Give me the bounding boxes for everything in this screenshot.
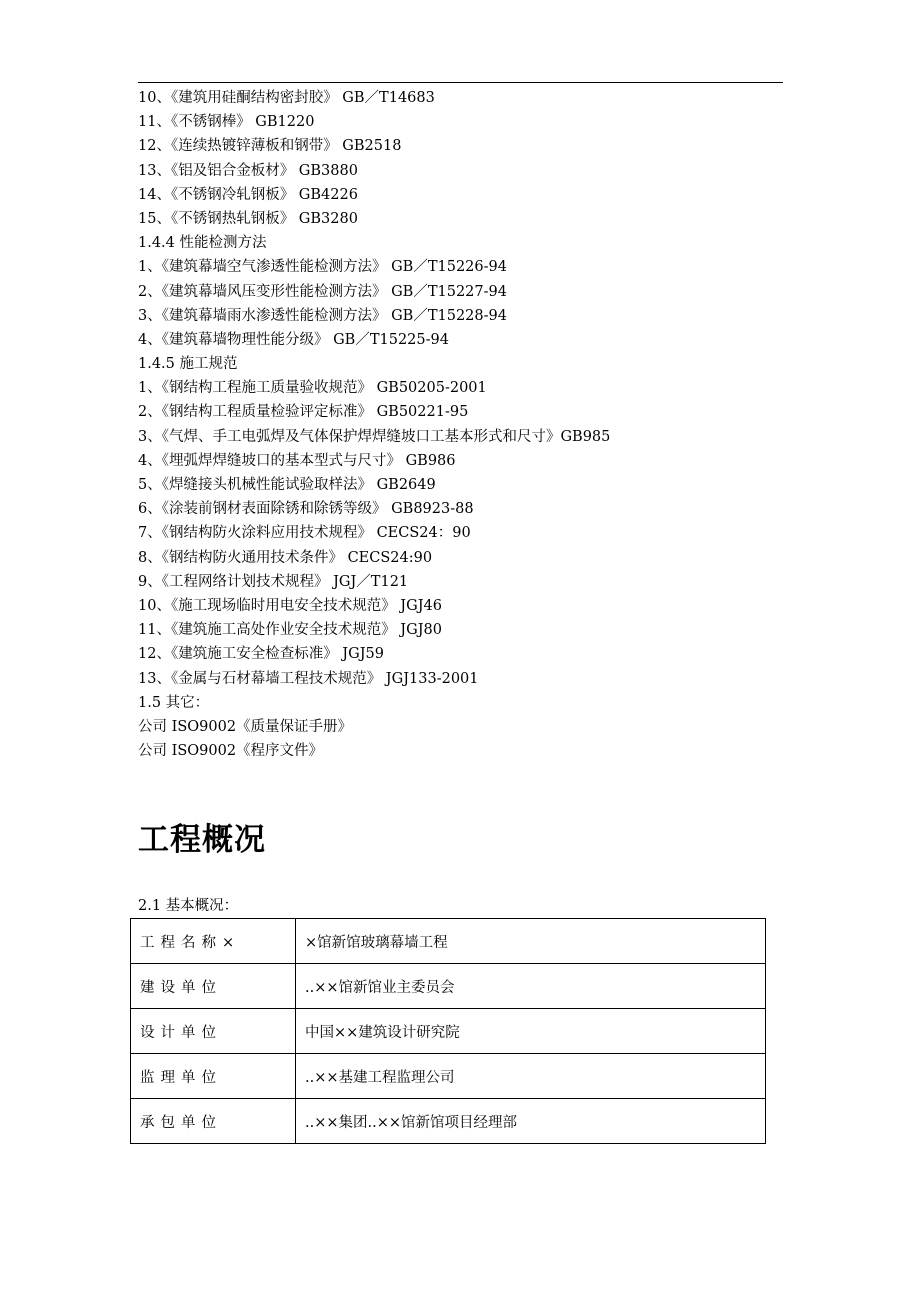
- section-title-1-4-5: 1.4.5 施工规范: [138, 356, 238, 373]
- table-row: [131, 964, 766, 1009]
- list-item: 4、《建筑幕墙物理性能分级》 GB／T15225-94: [138, 331, 449, 348]
- list-item: 9、《工程网络计划技术规程》 JGJ／T121: [138, 573, 409, 590]
- list-item: 8、《钢结构防火通用技术条件》 CECS24:90: [138, 549, 433, 566]
- table-row: [131, 919, 766, 964]
- list-item: 2、《建筑幕墙风压变形性能检测方法》 GB／T15227-94: [138, 283, 507, 300]
- table-cell-label: 监理单位: [131, 1054, 296, 1099]
- list-item: 4、《埋弧焊焊缝坡口的基本型式与尺寸》 GB986: [138, 452, 456, 469]
- table-row: [131, 1099, 766, 1144]
- table-cell-value: ..××集团..××馆新馆项目经理部: [296, 1099, 766, 1144]
- table-row: [131, 1054, 766, 1099]
- list-item: 10、《施工现场临时用电安全技术规范》 JGJ46: [138, 597, 442, 614]
- table-cell-value: ×馆新馆玻璃幕墙工程: [296, 919, 766, 964]
- basic-info-title: 2.1 基本概况：: [138, 898, 239, 914]
- table-cell-value: ..××馆新馆业主委员会: [296, 964, 766, 1009]
- table-cell-label: 工程名称×: [131, 919, 296, 964]
- list-item: 15、《不锈钢热轧钢板》 GB3280: [138, 210, 358, 227]
- table-row: [131, 1009, 766, 1054]
- table-cell-label: 建设单位: [131, 964, 296, 1009]
- chapter-heading: 工程概况: [138, 822, 266, 858]
- list-item: 公司 ISO9002《程序文件》: [138, 743, 324, 760]
- list-item: 7、《钢结构防火涂料应用技术规程》 CECS24：90: [138, 525, 471, 542]
- list-item: 13、《金属与石材幕墙工程技术规范》 JGJ133-2001: [138, 670, 479, 687]
- list-item: 12、《连续热镀锌薄板和钢带》 GB2518: [138, 138, 402, 155]
- header-rule: [138, 82, 783, 83]
- list-item: 3、《建筑幕墙雨水渗透性能检测方法》 GB／T15228-94: [138, 307, 507, 324]
- section-title-1-5: 1.5 其它：: [138, 694, 210, 711]
- basic-info-table: [130, 918, 766, 1144]
- list-item: 1、《建筑幕墙空气渗透性能检测方法》 GB／T15226-94: [138, 259, 507, 276]
- list-item: 11、《不锈钢棒》 GB1220: [138, 114, 315, 131]
- list-item: 1、《钢结构工程施工质量验收规范》 GB50205-2001: [138, 380, 487, 397]
- list-item: 3、《气焊、手工电弧焊及气体保护焊焊缝坡口工基本形式和尺寸》GB985: [138, 428, 611, 445]
- list-item: 11、《建筑施工高处作业安全技术规范》 JGJ80: [138, 622, 442, 639]
- list-item: 12、《建筑施工安全检查标准》 JGJ59: [138, 646, 384, 663]
- standards-list: [138, 86, 778, 763]
- list-item: 14、《不锈钢冷轧钢板》 GB4226: [138, 186, 358, 203]
- list-item: 6、《涂装前钢材表面除锈和除锈等级》 GB8923-88: [138, 501, 474, 518]
- list-item: 2、《钢结构工程质量检验评定标准》 GB50221-95: [138, 404, 469, 421]
- table-cell-value: ..××基建工程监理公司: [296, 1054, 766, 1099]
- list-item: 5、《焊缝接头机械性能试验取样法》 GB2649: [138, 477, 436, 493]
- table-cell-value: 中国××建筑设计研究院: [296, 1009, 766, 1054]
- list-item: 13、《铝及铝合金板材》 GB3880: [138, 162, 358, 179]
- list-item: 公司 ISO9002《质量保证手册》: [138, 718, 353, 735]
- table-cell-label: 承包单位: [131, 1099, 296, 1144]
- section-title-1-4-4: 1.4.4 性能检测方法: [138, 235, 267, 252]
- table-cell-label: 设计单位: [131, 1009, 296, 1054]
- list-item: 10、《建筑用硅酮结构密封胶》 GB／T14683: [138, 90, 435, 106]
